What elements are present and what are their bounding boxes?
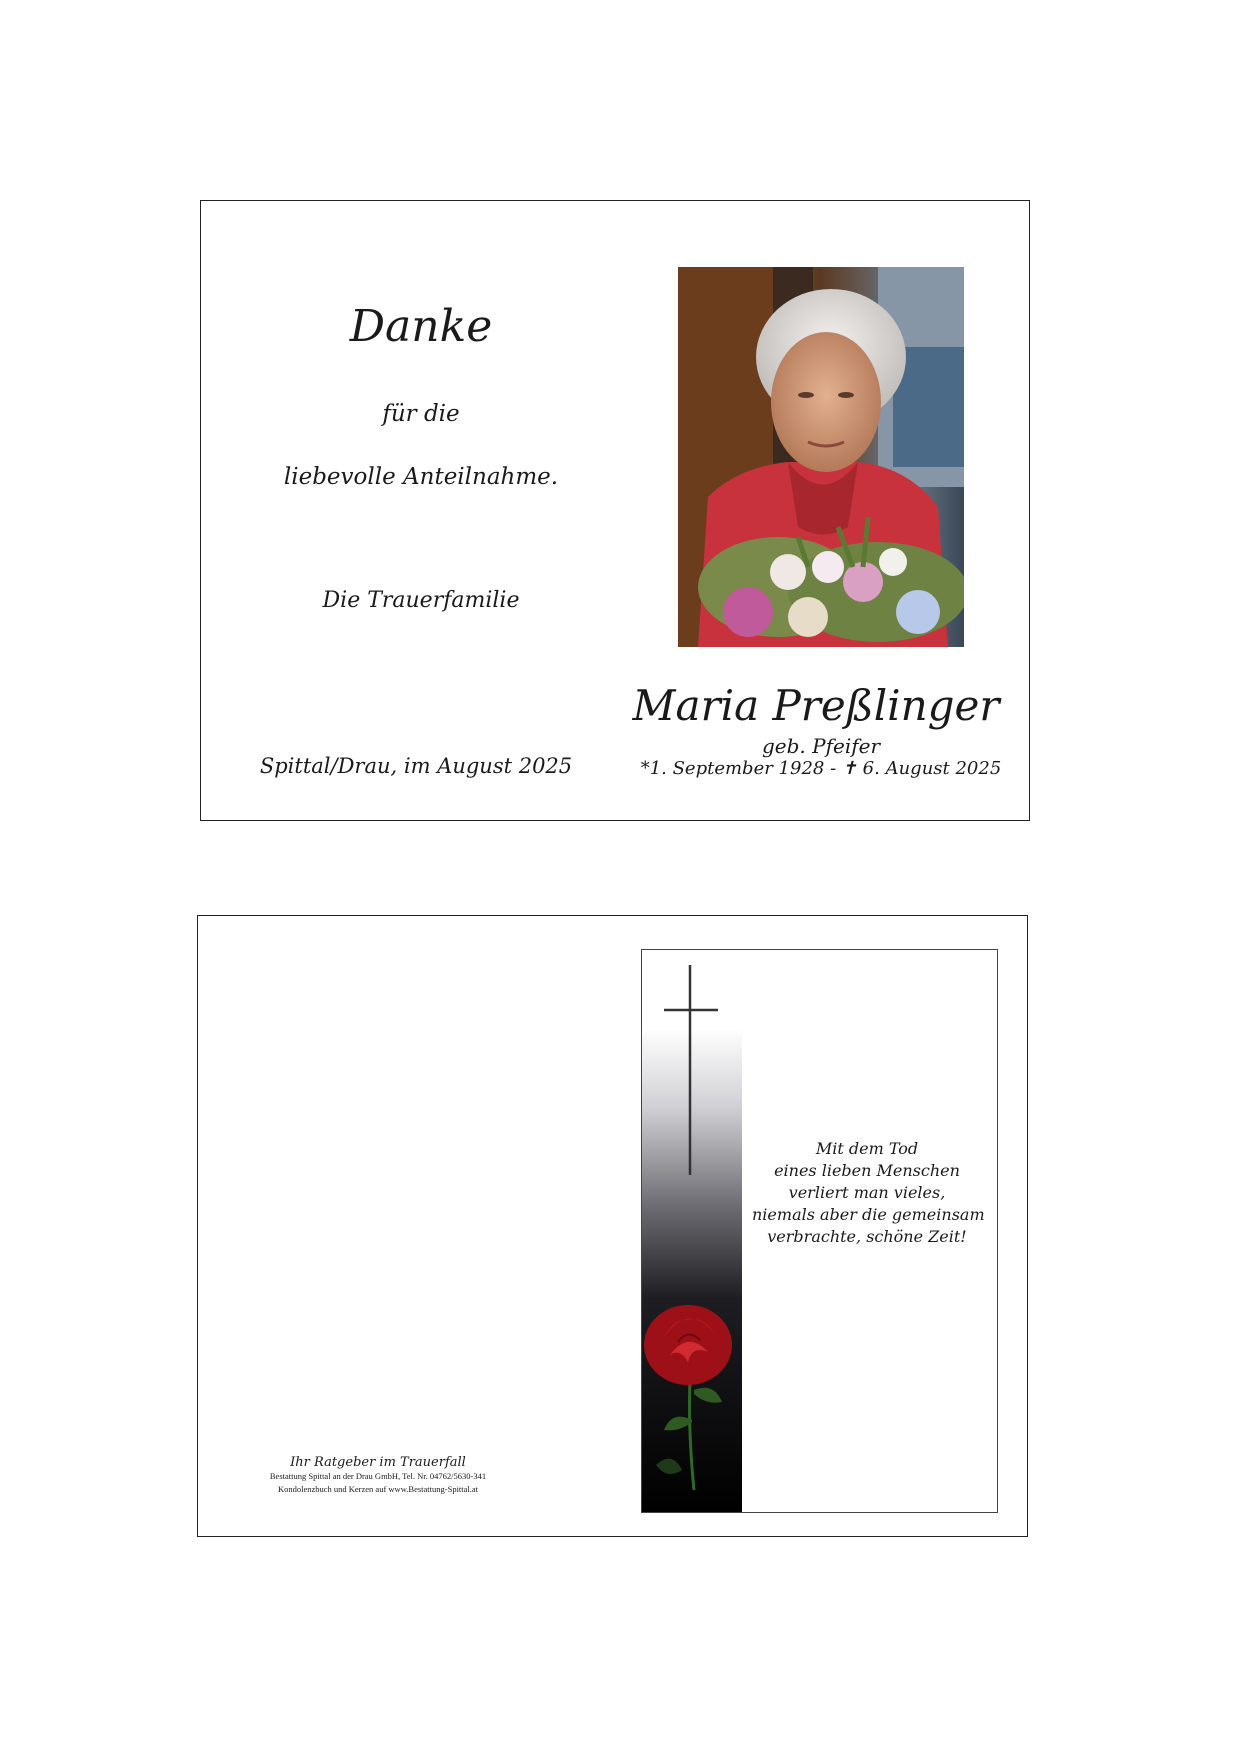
funeral-home-web: Kondolenzbuch und Kerzen auf www.Bestattung-Spittal.at — [277, 1484, 479, 1494]
rose-stem — [690, 1380, 695, 1490]
cross-and-rose — [642, 950, 742, 1512]
quote-panel — [641, 949, 998, 1513]
memorial-quote — [752, 1138, 985, 1248]
thanks-line-1: für die — [382, 401, 460, 427]
family-signature: Die Trauerfamilie — [322, 588, 520, 613]
life-dates: *1. September 1928 - ✝ 6. August 2025 — [640, 758, 1002, 779]
portrait-photo — [678, 267, 964, 647]
funeral-home-contact: Bestattung Spittal an der Drau GmbH, Tel. Nr. 04762/5630-341 — [269, 1471, 487, 1481]
gradient-strip — [642, 950, 742, 1512]
front-card — [200, 200, 1030, 821]
card-title: Danke — [349, 301, 493, 352]
deceased-name: Maria Preßlinger — [632, 681, 1000, 730]
back-card — [197, 915, 1028, 1537]
quote-line: verliert man vieles, — [788, 1183, 946, 1202]
quote-line: niemals aber die gemeinsam — [752, 1205, 985, 1224]
place-date: Spittal/Drau, im August 2025 — [259, 754, 573, 778]
quote-line: Mit dem Tod — [815, 1139, 919, 1158]
quote-line: verbrachte, schöne Zeit! — [767, 1227, 967, 1246]
quote-line: eines lieben Menschen — [774, 1161, 960, 1180]
thanks-line-2: liebevolle Anteilnahme. — [283, 464, 559, 490]
funeral-home-slogan: Ihr Ratgeber im Trauerfall — [290, 1455, 466, 1470]
maiden-name: geb. Pfeifer — [761, 734, 881, 758]
